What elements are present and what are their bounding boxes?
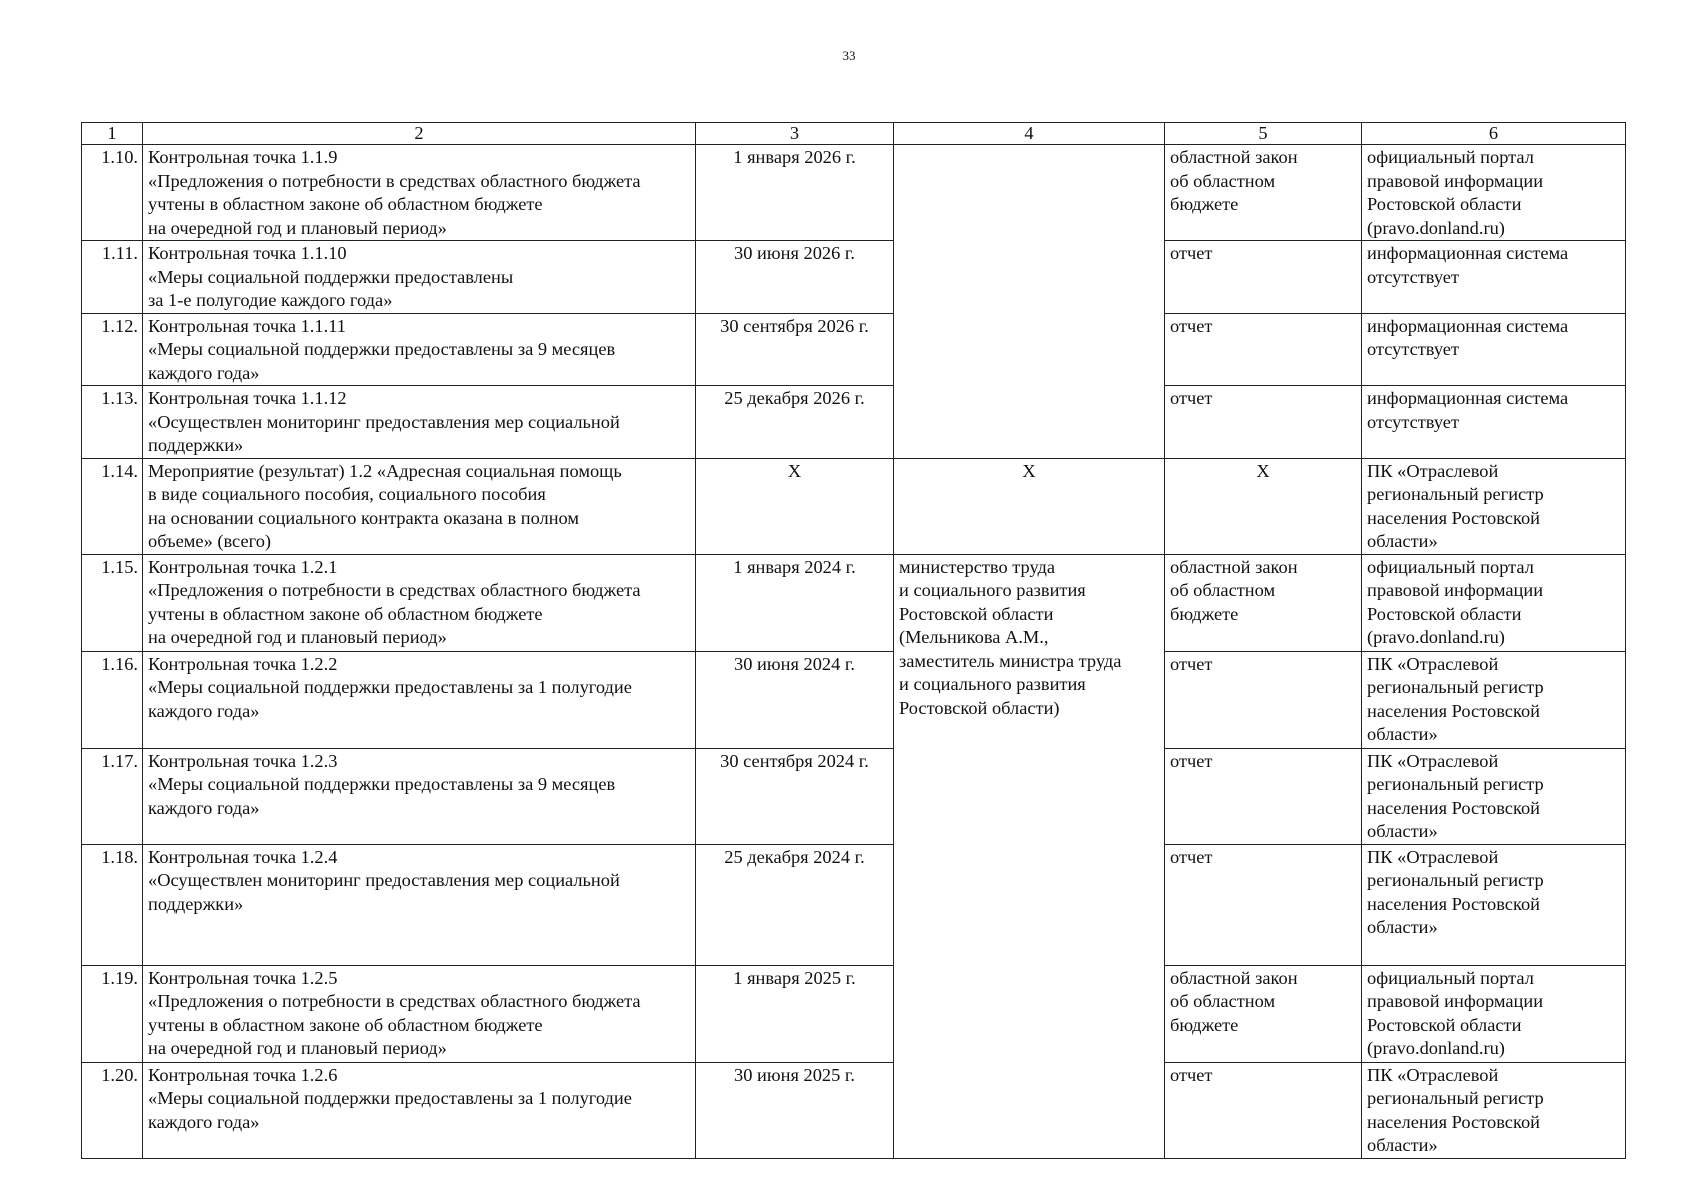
table-row bbox=[82, 965, 1626, 1062]
row-info-system: ПК «Отраслевой региональный регистр населения Ростовской области» bbox=[1362, 748, 1626, 844]
row-title: Контрольная точка 1.2.4 «Осуществлен мониторинг предоставления мер социальной поддержки» bbox=[143, 844, 696, 965]
row-responsible: Х bbox=[894, 458, 1165, 554]
row-title: Контрольная точка 1.2.6 «Меры социальной поддержки предоставлены за 1 полугодие каждого года» bbox=[143, 1062, 696, 1158]
table-row bbox=[82, 844, 1626, 965]
row-document: отчет bbox=[1165, 844, 1362, 965]
row-number: 1.13. bbox=[82, 386, 143, 459]
row-info-system: ПК «Отраслевой региональный регистр населения Ростовской области» bbox=[1362, 458, 1626, 554]
row-document: областной закон об областном бюджете bbox=[1165, 554, 1362, 651]
row-number: 1.16. bbox=[82, 651, 143, 748]
row-document: отчет bbox=[1165, 386, 1362, 459]
row-number: 1.17. bbox=[82, 748, 143, 844]
row-number: 1.11. bbox=[82, 241, 143, 314]
row-title: Контрольная точка 1.1.12 «Осуществлен мониторинг предоставления мер социальной поддержки» bbox=[143, 386, 696, 459]
row-number: 1.19. bbox=[82, 965, 143, 1062]
row-document: областной закон об областном бюджете bbox=[1165, 965, 1362, 1062]
row-document: отчет bbox=[1165, 313, 1362, 386]
row-document: отчет bbox=[1165, 651, 1362, 748]
row-date: 30 сентября 2026 г. bbox=[696, 313, 894, 386]
row-number: 1.14. bbox=[82, 458, 143, 554]
row-date: 25 декабря 2026 г. bbox=[696, 386, 894, 459]
responsible-group: министерство труда и социального развития Ростовской области (Мельникова А.М., заместитель министра труда и социального развития Ростовской области) bbox=[894, 554, 1165, 1158]
column-number: 2 bbox=[143, 123, 696, 145]
table-row bbox=[82, 241, 1626, 314]
row-info-system: ПК «Отраслевой региональный регистр населения Ростовской области» bbox=[1362, 651, 1626, 748]
row-date: 30 июня 2024 г. bbox=[696, 651, 894, 748]
row-date: Х bbox=[696, 458, 894, 554]
table-row bbox=[82, 386, 1626, 459]
row-date: 25 декабря 2024 г. bbox=[696, 844, 894, 965]
column-number: 1 bbox=[82, 123, 143, 145]
table-row bbox=[82, 554, 1626, 651]
row-title: Контрольная точка 1.2.1 «Предложения о потребности в средствах областного бюджета учтены в областном законе об областном бюджете на очередной год и плановый период» bbox=[143, 554, 696, 651]
column-number: 5 bbox=[1165, 123, 1362, 145]
row-title: Контрольная точка 1.2.5 «Предложения о потребности в средствах областного бюджета учтены в областном законе об областном бюджете на очередной год и плановый период» bbox=[143, 965, 696, 1062]
row-title: Контрольная точка 1.2.3 «Меры социальной поддержки предоставлены за 9 месяцев каждого года» bbox=[143, 748, 696, 844]
control-points-table bbox=[81, 122, 1626, 1159]
row-info-system: информационная система отсутствует bbox=[1362, 313, 1626, 386]
page-number: 33 bbox=[842, 48, 856, 63]
row-number: 1.20. bbox=[82, 1062, 143, 1158]
row-info-system: ПК «Отраслевой региональный регистр населения Ростовской области» bbox=[1362, 1062, 1626, 1158]
row-document: Х bbox=[1165, 458, 1362, 554]
row-title: Контрольная точка 1.2.2 «Меры социальной поддержки предоставлены за 1 полугодие каждого года» bbox=[143, 651, 696, 748]
table-row bbox=[82, 145, 1626, 241]
table-row bbox=[82, 748, 1626, 844]
row-info-system: ПК «Отраслевой региональный регистр населения Ростовской области» bbox=[1362, 844, 1626, 965]
row-title: Мероприятие (результат) 1.2 «Адресная социальная помощь в виде социального пособия, социального пособия на основании социального контракта оказана в полном объеме» (всего) bbox=[143, 458, 696, 554]
row-info-system: официальный портал правовой информации Ростовской области (pravo.donland.ru) bbox=[1362, 965, 1626, 1062]
row-date: 1 января 2025 г. bbox=[696, 965, 894, 1062]
row-date: 1 января 2024 г. bbox=[696, 554, 894, 651]
row-document: отчет bbox=[1165, 241, 1362, 314]
row-date: 1 января 2026 г. bbox=[696, 145, 894, 241]
row-number: 1.10. bbox=[82, 145, 143, 241]
row-document: областной закон об областном бюджете bbox=[1165, 145, 1362, 241]
row-title: Контрольная точка 1.1.11 «Меры социальной поддержки предоставлены за 9 месяцев каждого года» bbox=[143, 313, 696, 386]
column-number: 6 bbox=[1362, 123, 1626, 145]
table-row bbox=[82, 313, 1626, 386]
row-title: Контрольная точка 1.1.10 «Меры социальной поддержки предоставлены за 1-е полугодие каждого года» bbox=[143, 241, 696, 314]
row-date: 30 июня 2025 г. bbox=[696, 1062, 894, 1158]
row-date: 30 июня 2026 г. bbox=[696, 241, 894, 314]
column-number: 4 bbox=[894, 123, 1165, 145]
row-info-system: официальный портал правовой информации Ростовской области (pravo.donland.ru) bbox=[1362, 145, 1626, 241]
column-number-row bbox=[82, 123, 1626, 145]
table-row bbox=[82, 458, 1626, 554]
row-info-system: информационная система отсутствует bbox=[1362, 386, 1626, 459]
table-row bbox=[82, 651, 1626, 748]
row-number: 1.18. bbox=[82, 844, 143, 965]
row-title: Контрольная точка 1.1.9 «Предложения о потребности в средствах областного бюджета учтены в областном законе об областном бюджете на очередной год и плановый период» bbox=[143, 145, 696, 241]
row-responsible-empty bbox=[894, 145, 1165, 459]
row-number: 1.15. bbox=[82, 554, 143, 651]
row-number: 1.12. bbox=[82, 313, 143, 386]
table-row bbox=[82, 1062, 1626, 1158]
row-info-system: официальный портал правовой информации Ростовской области (pravo.donland.ru) bbox=[1362, 554, 1626, 651]
row-document: отчет bbox=[1165, 1062, 1362, 1158]
row-date: 30 сентября 2024 г. bbox=[696, 748, 894, 844]
column-number: 3 bbox=[696, 123, 894, 145]
row-document: отчет bbox=[1165, 748, 1362, 844]
row-info-system: информационная система отсутствует bbox=[1362, 241, 1626, 314]
